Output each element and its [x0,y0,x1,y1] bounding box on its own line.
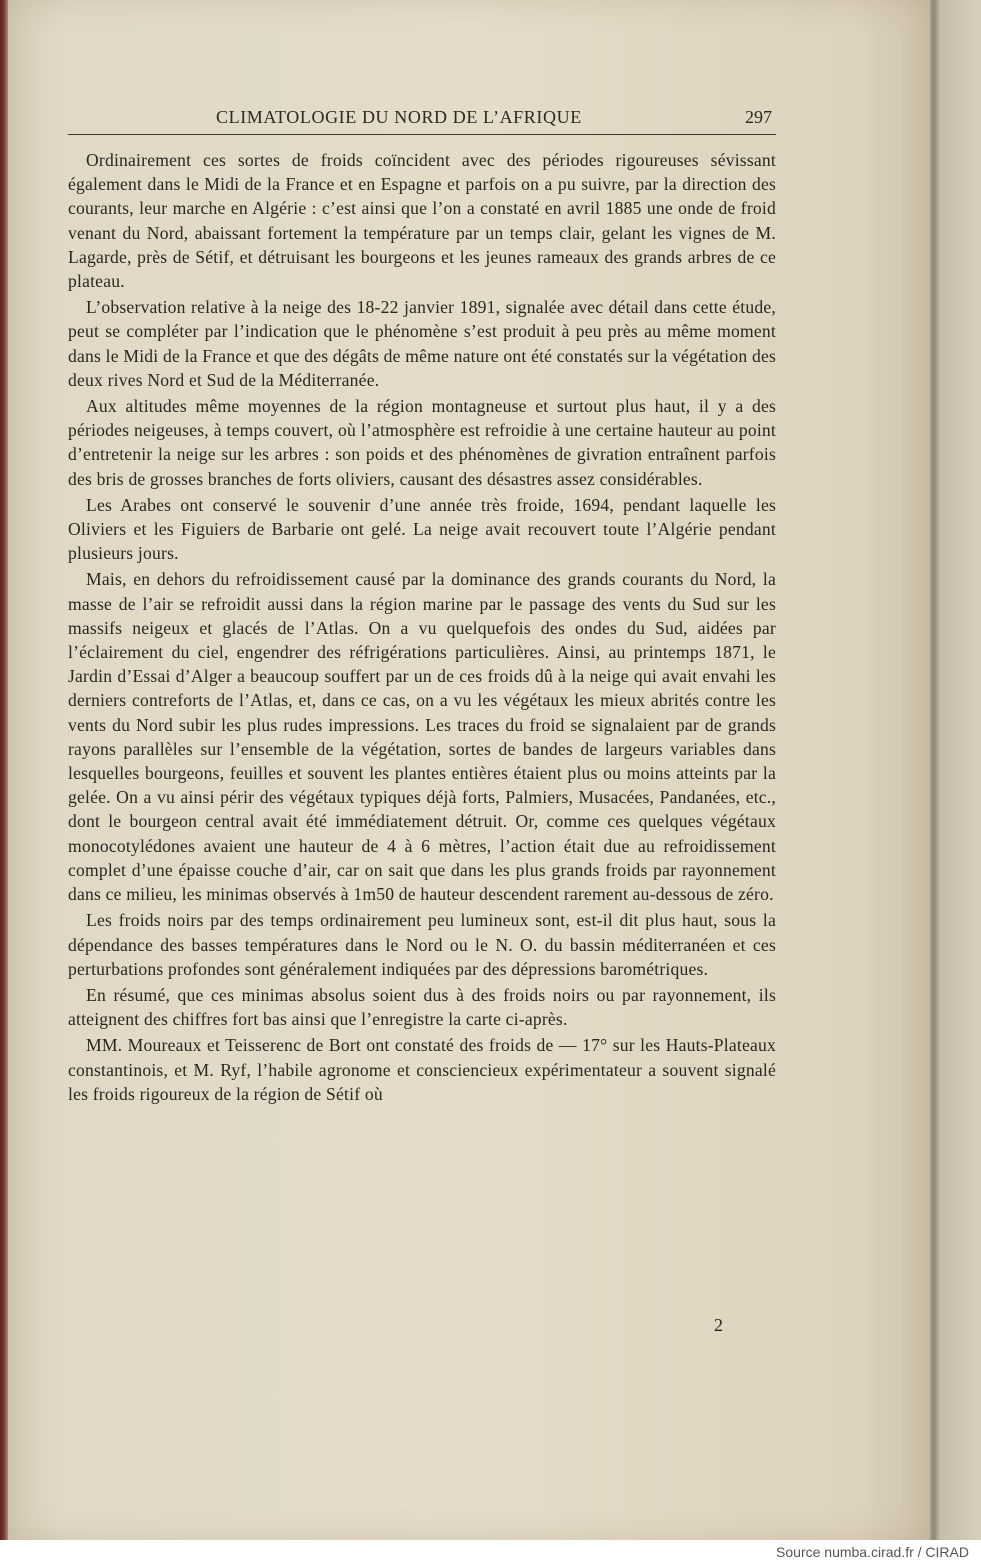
book-page [8,0,930,1540]
paragraph: L’observation relative à la neige des 18-22 janvier 1891, signalée avec détail dans cette étude, peut se compléter par l’indication que le phénomène s’est produit à peu près au même moment dans le Midi de la France et que des dégâts de même nature ont été constatés sur la végétation des deux rives Nord et Sud de la Méditerranée. [68,297,776,390]
paragraph: MM. Moureaux et Teisserenc de Bort ont constaté des froids de — 17° sur les Hauts-Plateaux constantinois, et M. Ryf, l’habile agronome et consciencieux expérimentateur a souvent signalé les froids rigoureux de la région de Sétif où [68,1035,776,1104]
paragraph: Les froids noirs par des temps ordinairement peu lumineux sont, est-il dit plus haut, sous la dépendance des basses températures dans le Nord ou le N. O. du bassin méditerranéen et ces perturbations profondes sont généralement indiquées par des dépressions barométriques. [68,910,776,979]
page-stack-edge [930,0,981,1540]
paragraph: Ordinairement ces sortes de froids coïncident avec des périodes rigoureuses sévissant également dans le Midi de la France et en Espagne et parfois on a pu suivre, par la direction des courants, leur marche en Algérie : c’est ainsi que l’on a constaté en avril 1885 une onde de froid venant du Nord, abaissant fortement la température par un temps clair, gelant les vignes de M. Lagarde, près de Sétif, et détruisant les bourgeons et les jeunes rameaux des grands arbres de ce plateau. [68,150,776,292]
body-text [68,148,776,1108]
book-binding-edge [0,0,8,1540]
running-title: CLIMATOLOGIE DU NORD DE L’AFRIQUE [216,107,582,127]
page-number: 297 [745,107,772,127]
paragraph: Aux altitudes même moyennes de la région montagneuse et surtout plus haut, il y a des périodes neigeuses, à temps couvert, où l’atmosphère est refroidie à une certaine hauteur au point d’entretenir la neige sur les arbres : son poids et des phénomènes de givration entraînent parfois des bris de grosses branches de forts oliviers, causant des désastres assez considérables. [68,396,776,489]
paragraph: En résumé, que ces minimas absolus soient dus à des froids noirs ou par rayonnement, ils atteignent des chiffres fort bas ainsi que l’enregistre la carte ci-après. [68,984,776,1030]
paragraph: Mais, en dehors du refroidissement causé par la dominance des grands courants du Nord, la masse de l’air se refroidit aussi dans la région marine par le passage des vents du Sud sur les massifs neigeux et glacés de l’Atlas. On a vu quelquefois des ondes du Sud, aidées par l’éclairement du ciel, engendrer des réfrigérations particulières. Ainsi, au printemps 1871, le Jardin d’Essai d’Alger a beaucoup souffert par un de ces froids dû à la neige qui avait envahi les derniers contreforts de l’Atlas, et, dans ce cas, on a vu les végétaux les mieux abrités contre les vents du Nord subir les plus rudes impressions. Les traces du froid se signalaient par de grands rayons parallèles sur l’ensemble de la végétation, sortes de bandes de largeurs variables dans lesquelles bourgeons, feuilles et souvent les plantes entières étaient plus ou moins atteints par la gelée. On a vu ainsi périr des végétaux typiques déjà forts, Palmiers, Musacées, Pandanées, etc., dont le bourgeon central avait été immédiatement détruit. Or, comme ces quelques végétaux monocotylédones avaient une hauteur de 4 à 6 mètres, l’action était due au refroidissement complet d’une épaisse couche d’air, car on sait que dans les plus grands froids par rayonnement dans ce milieu, les minimas observés à 1m50 de hauteur descendent rarement au-dessous de zéro. [68,569,776,905]
source-credit: Source numba.cirad.fr / CIRAD [776,1544,969,1560]
source-footer [0,1540,981,1566]
paragraph: Les Arabes ont conservé le souvenir d’une année très froide, 1694, pendant laquelle les Oliviers et les Figuiers de Barbarie ont gelé. La neige avait recouvert toute l’Algérie pendant plusieurs jours. [68,494,776,564]
running-head [68,104,776,135]
signature-mark: 2 [714,1315,723,1335]
